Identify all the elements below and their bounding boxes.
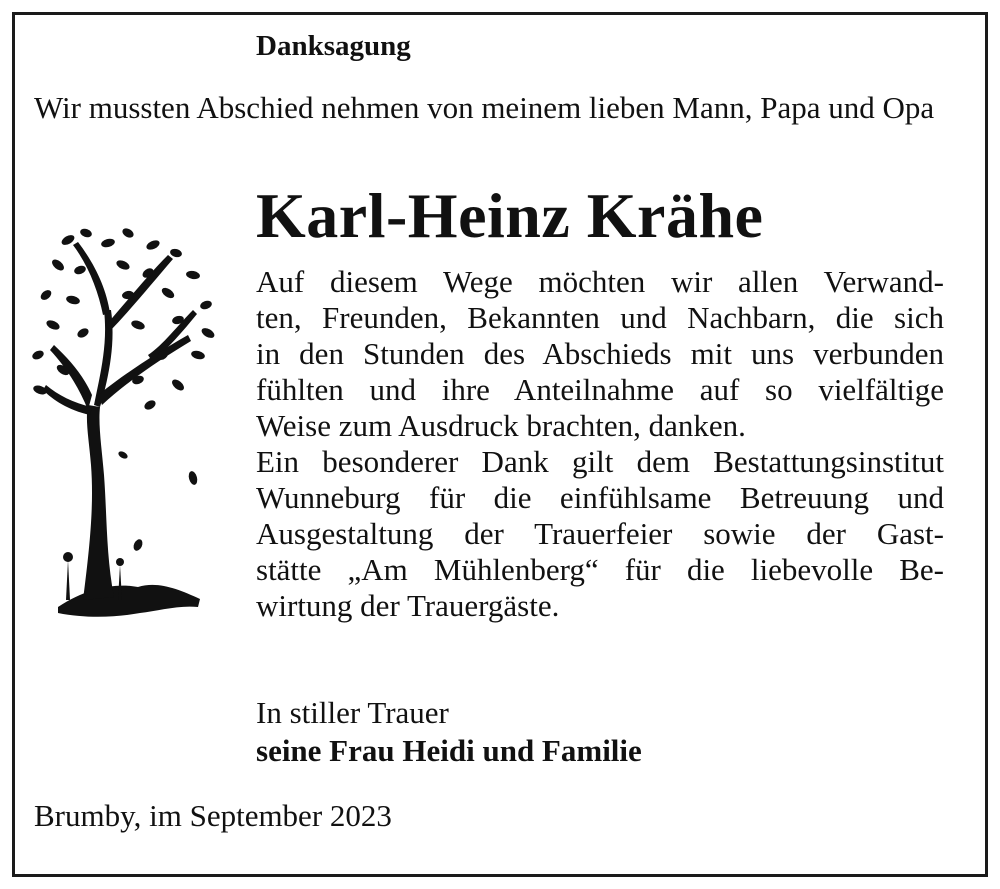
body-line: Wunneburg für die einfühlsame Betreuung und bbox=[256, 480, 944, 515]
notice-heading: Danksagung bbox=[256, 30, 411, 62]
closing-line: In stiller Trauer bbox=[256, 695, 449, 730]
body-line: stätte „Am Mühlenberg“ für die liebevolle Be- bbox=[256, 552, 944, 587]
body-line: fühlten und ihre Anteilnahme auf so vielfältige bbox=[256, 372, 944, 407]
body-line: in den Stunden des Abschieds mit uns verbunden bbox=[256, 336, 944, 371]
intro-text: Wir mussten Abschied nehmen von meinem lieben Mann, Papa und Opa bbox=[34, 90, 935, 125]
body-line: Ausgestaltung der Trauerfeier sowie der Gast- bbox=[256, 516, 944, 551]
body-line: ten, Freunden, Bekannten und Nachbarn, die sich bbox=[256, 300, 944, 335]
body-line: Auf diesem Wege möchten wir allen Verwand- bbox=[256, 264, 944, 299]
closing-block bbox=[256, 694, 642, 770]
body-text bbox=[256, 264, 944, 624]
place-date: Brumby, im September 2023 bbox=[34, 798, 392, 833]
body-line: wirtung der Trauergäste. bbox=[256, 588, 560, 623]
tree-icon bbox=[28, 215, 228, 625]
body-line: Ein besonderer Dank gilt dem Bestattungsinstitut bbox=[256, 444, 944, 479]
deceased-name: Karl-Heinz Krähe bbox=[256, 180, 764, 251]
body-line: Weise zum Ausdruck brachten, danken. bbox=[256, 408, 746, 443]
signatories: seine Frau Heidi und Familie bbox=[256, 733, 642, 768]
